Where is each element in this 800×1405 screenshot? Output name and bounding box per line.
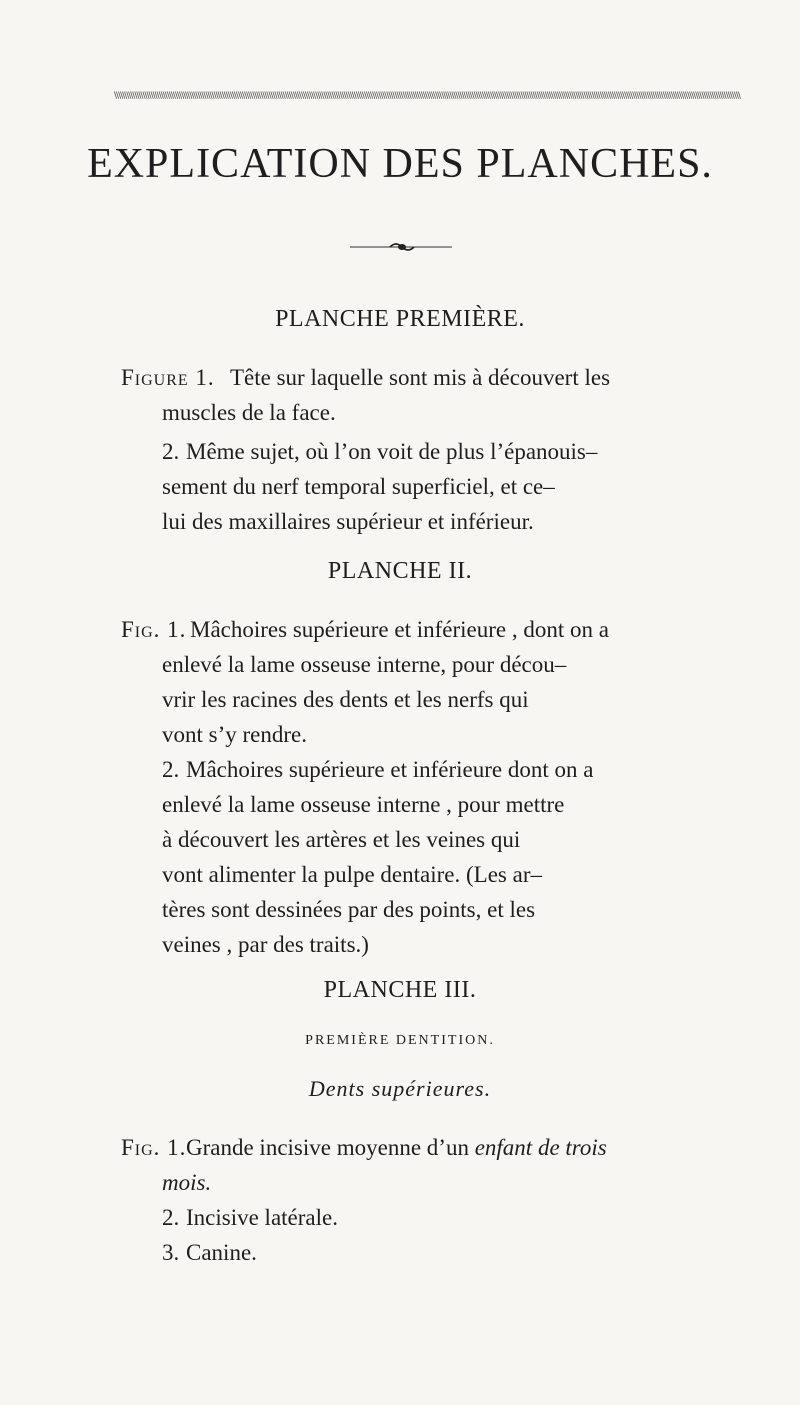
figure-text-line: muscles de la face. — [162, 400, 336, 425]
figure-label: Fig. 1. — [121, 617, 187, 642]
plate-3-title: PLANCHE III. — [323, 977, 477, 1003]
plate-1-figure-2 — [0, 434, 800, 539]
figure-text-line: mois. — [162, 1170, 212, 1195]
figure-text-line: enlevé la lame osseuse interne , pour mettre — [162, 792, 565, 817]
figure-text-line: sement du nerf temporal superficiel, et ce– — [162, 474, 555, 499]
plate-3-section-heading: Dents supérieures. — [308, 1076, 492, 1101]
figure-text-line: tères sont dessinées par des points, et les — [162, 897, 536, 922]
figure-text-line: Mâchoires supérieure et inférieure , dont on a — [190, 617, 609, 642]
figure-label: Fig. 1. — [121, 1135, 187, 1160]
figure-text-line: Incisive latérale. — [186, 1205, 338, 1230]
figure-text-line — [186, 1130, 607, 1165]
plate-3-figure-2 — [0, 1200, 800, 1235]
plate-2-title: PLANCHE II. — [327, 558, 473, 584]
figure-text-line: Mâchoires supérieure et inférieure dont on a — [186, 757, 594, 782]
figure-text-line: Tête sur laquelle sont mis à découvert les — [230, 365, 611, 390]
plate-3-figure-1 — [0, 1130, 800, 1200]
figure-text-line: vont alimenter la pulpe dentaire. (Les ar– — [162, 862, 542, 887]
plate-3-subtitle: PREMIÈRE DENTITION. — [305, 1033, 495, 1048]
figure-text-line: vont s’y rendre. — [162, 722, 307, 747]
plate-1-figure-1 — [0, 360, 800, 430]
figure-label: 2. — [162, 757, 180, 782]
figure-label: Figure 1. — [121, 365, 215, 390]
figure-text-line: vrir les racines des dents et les nerfs qui — [162, 687, 529, 712]
figure-text-line: Canine. — [186, 1240, 257, 1265]
figure-text-line: à découvert les artères et les veines qui — [162, 827, 521, 852]
plate-1-title: PLANCHE PREMIÈRE. — [275, 306, 525, 332]
plate-2-figure-2 — [0, 752, 800, 962]
figure-text-roman: Grande incisive moyenne d’un — [186, 1135, 475, 1160]
figure-text-line: enlevé la lame osseuse interne, pour décou– — [162, 652, 567, 677]
figure-label: 2. — [162, 1205, 180, 1230]
ornamental-rule: \\\\\\\\\\\\\\\\\\\\\\\\\\\\\\\\\\\\\\\\\\\\\\\\\\\\\\\\\\\\\\\\\\\\\\\\\\\\\\\\\\\\\\\\\\\\\\\\\\\\\\\\\\\\\\\\\\\\\\\\\\\\\\\\\\\\\\\\\\\\\\\\\\\\\\\\\\\\\\\\\\\\\\\\\\\\\\\\\\\\\\\\\\\\\\\\\\\\\\\\\\\\\\\\\\\\\\\\\\\\\\\\\\\\\\\\\\\\\\\\\\\\\\\\\\\\\\\\\\\\\\\\\\\\\\\\\\\\\\\\\\\\\\\\\\\\\\\\\\\\\\\\\\\\ — [114, 91, 740, 101]
figure-text-italic: enfant de trois — [474, 1135, 607, 1160]
figure-text-line: lui des maxillaires supérieur et inférieur. — [162, 509, 534, 534]
plate-3-figure-3 — [0, 1235, 800, 1270]
plate-2-figure-1 — [0, 612, 800, 752]
figure-label: 3. — [162, 1240, 180, 1265]
figure-text-line: veines , par des traits.) — [162, 932, 369, 957]
figure-label: 2. — [162, 439, 180, 464]
flourish-divider — [350, 240, 452, 252]
page-title: EXPLICATION DES PLANCHES. — [87, 141, 713, 187]
figure-text-line: Même sujet, où l’on voit de plus l’épanouis– — [186, 439, 598, 464]
